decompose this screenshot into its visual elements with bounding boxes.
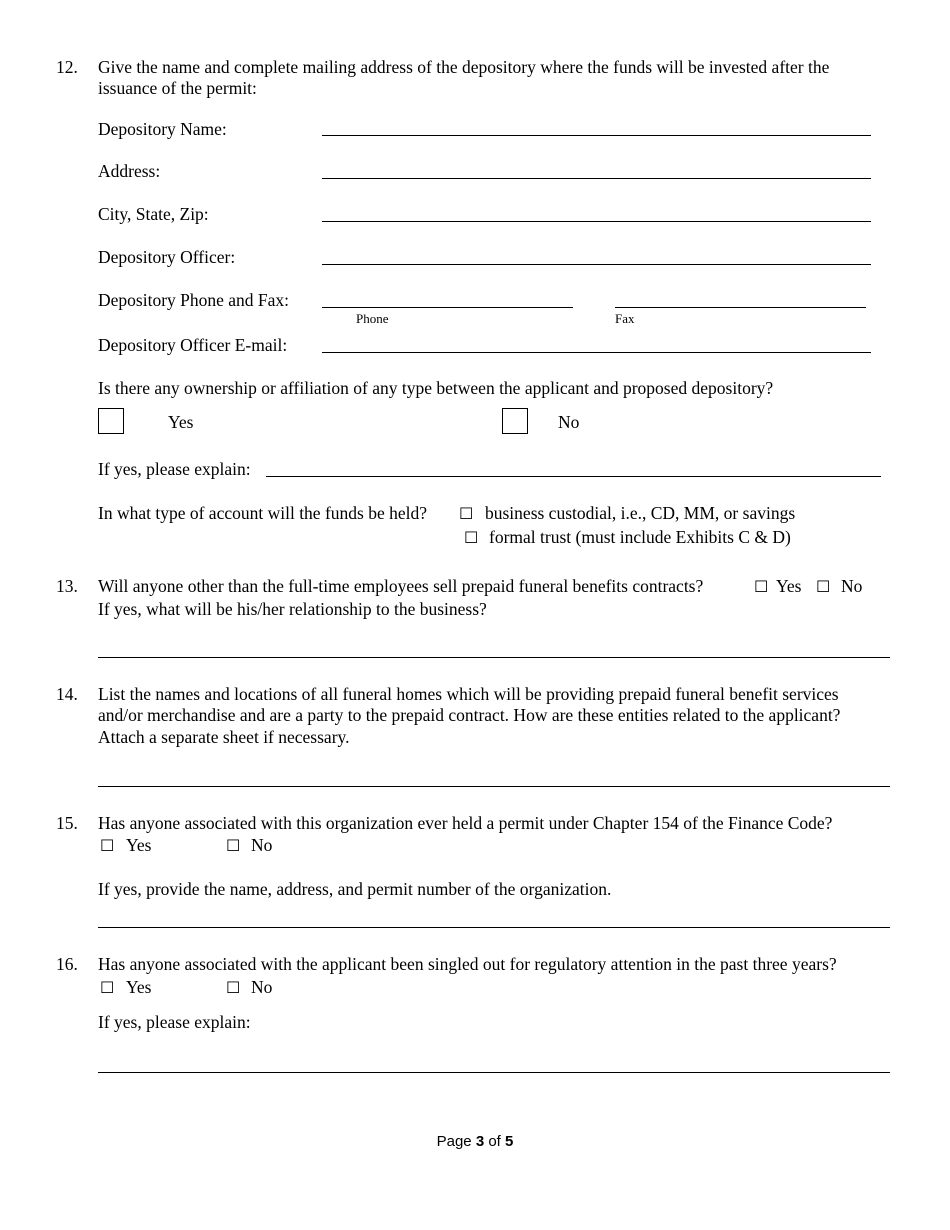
q15-no-checkbox[interactable]: ☐ xyxy=(226,836,241,855)
depository-officer-field[interactable] xyxy=(322,264,871,265)
depository-officer-label: Depository Officer: xyxy=(98,247,236,267)
ownership-explain-field[interactable] xyxy=(266,476,881,477)
q15-yes-label: Yes xyxy=(126,835,152,855)
q13-no-checkbox[interactable]: ☐ xyxy=(816,577,831,596)
account-trust-label: formal trust (must include Exhibits C & D) xyxy=(489,527,791,547)
account-custodial-checkbox[interactable]: ☐ xyxy=(459,504,474,523)
q14-answer-field[interactable] xyxy=(98,786,890,787)
address-field[interactable] xyxy=(322,178,871,179)
account-custodial-label: business custodial, i.e., CD, MM, or savings xyxy=(485,503,796,523)
footer-of-word: of xyxy=(488,1133,501,1150)
phone-field[interactable] xyxy=(322,307,573,308)
q16-text-line1: Has anyone associated with the applicant been singled out for regulatory attention in the past three years? xyxy=(98,954,837,974)
q15-answer-field[interactable] xyxy=(98,927,890,928)
q15-text-line2: If yes, provide the name, address, and permit number of the organization. xyxy=(98,879,612,899)
q16-yes-label: Yes xyxy=(126,977,152,997)
q13-text-line1: Will anyone other than the full-time employees sell prepaid funeral benefits contracts? xyxy=(98,576,704,596)
q13-yes-checkbox[interactable]: ☐ xyxy=(754,577,769,596)
ownership-no-label: No xyxy=(558,412,580,432)
ownership-no-checkbox[interactable] xyxy=(502,408,528,434)
address-label: Address: xyxy=(98,161,161,181)
officer-email-label: Depository Officer E-mail: xyxy=(98,335,288,355)
q16-number: 16. xyxy=(56,954,78,974)
footer-total-pages: 5 xyxy=(505,1133,514,1150)
q14-text-line1: List the names and locations of all funeral homes which will be providing prepaid funeral benefit services xyxy=(98,684,839,704)
q12-text-line2: issuance of the permit: xyxy=(98,78,257,98)
footer-page-word: Page xyxy=(436,1133,472,1150)
ownership-yes-checkbox[interactable] xyxy=(98,408,124,434)
q12-text-line1: Give the name and complete mailing address of the depository where the funds will be invested after the xyxy=(98,57,830,77)
fax-field[interactable] xyxy=(615,307,866,308)
q16-answer-field[interactable] xyxy=(98,1072,890,1073)
q12-number: 12. xyxy=(56,57,78,77)
depository-name-field[interactable] xyxy=(322,135,871,136)
q13-text-line2: If yes, what will be his/her relationship to the business? xyxy=(98,599,487,619)
q14-number: 14. xyxy=(56,684,78,704)
footer-current-page: 3 xyxy=(475,1133,485,1150)
q15-text-line1: Has anyone associated with this organization ever held a permit under Chapter 154 of the Finance Code? xyxy=(98,813,833,833)
q16-no-label: No xyxy=(251,977,273,997)
q15-no-label: No xyxy=(251,835,273,855)
phone-caption: Phone xyxy=(356,311,389,326)
q13-yes-label: Yes xyxy=(776,576,802,596)
q15-number: 15. xyxy=(56,813,78,833)
q16-yes-checkbox[interactable]: ☐ xyxy=(100,978,115,997)
q14-text-line3: Attach a separate sheet if necessary. xyxy=(98,727,350,747)
city-state-zip-label: City, State, Zip: xyxy=(98,204,209,224)
q16-text-line2: If yes, please explain: xyxy=(98,1012,251,1032)
ownership-explain-label: If yes, please explain: xyxy=(98,459,251,479)
fax-caption: Fax xyxy=(615,311,635,326)
city-state-zip-field[interactable] xyxy=(322,221,871,222)
q14-text-line2: and/or merchandise and are a party to the prepaid contract. How are these entities related to the applicant? xyxy=(98,705,841,725)
ownership-question: Is there any ownership or affiliation of any type between the applicant and proposed depository? xyxy=(98,378,774,398)
account-type-question: In what type of account will the funds be held? xyxy=(98,503,427,523)
officer-email-field[interactable] xyxy=(322,352,871,353)
q13-number: 13. xyxy=(56,576,78,596)
q15-yes-checkbox[interactable]: ☐ xyxy=(100,836,115,855)
q13-answer-field[interactable] xyxy=(98,657,890,658)
q13-no-label: No xyxy=(841,576,863,596)
depository-name-label: Depository Name: xyxy=(98,119,227,139)
ownership-yes-label: Yes xyxy=(168,412,194,432)
page-footer xyxy=(0,1131,950,1152)
account-trust-checkbox[interactable]: ☐ xyxy=(464,528,479,547)
phone-fax-label: Depository Phone and Fax: xyxy=(98,290,290,310)
q16-no-checkbox[interactable]: ☐ xyxy=(226,978,241,997)
